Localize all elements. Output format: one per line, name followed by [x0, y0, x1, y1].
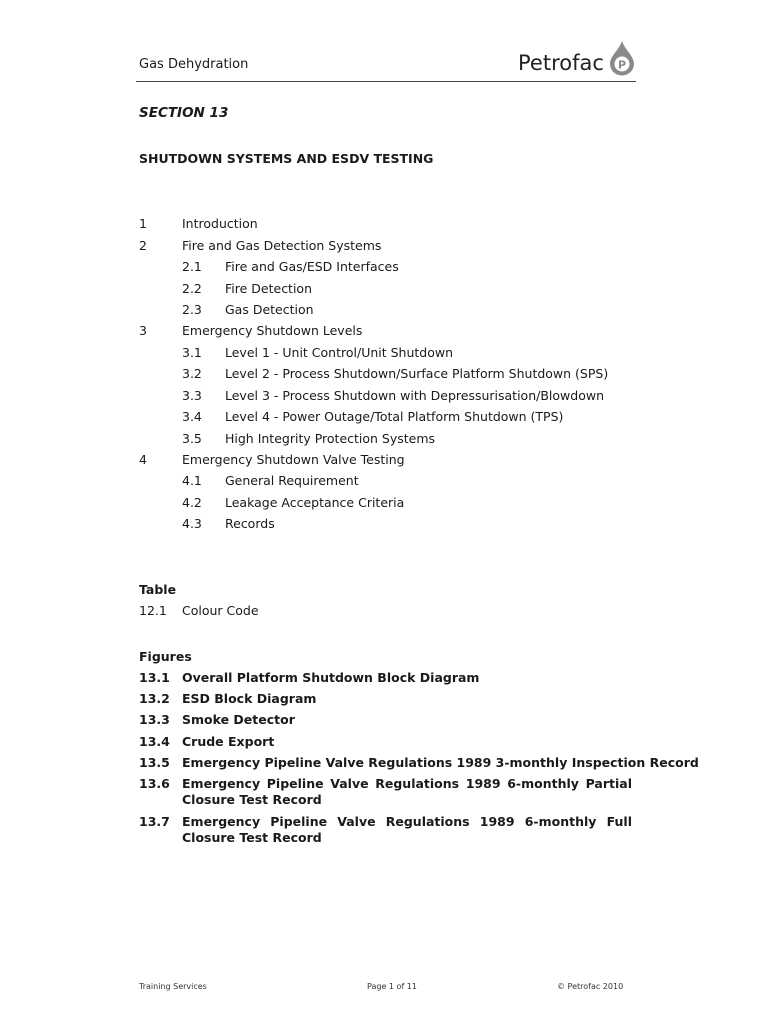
toc-number: 4: [139, 452, 147, 467]
figure-number: 13.3: [139, 712, 170, 727]
toc-number: 3.2: [182, 366, 202, 381]
toc-text: High Integrity Protection Systems: [225, 431, 436, 446]
toc-number: 4.3: [182, 516, 202, 531]
toc-text: Leakage Acceptance Criteria: [225, 495, 405, 510]
figure-caption: Emergency Pipeline Valve Regulations 1989 6-monthly Partial Closure Test Record: [182, 776, 632, 807]
logo-letter: P: [617, 58, 627, 72]
table-number: 12.1: [139, 603, 167, 618]
toc-text: Records: [225, 516, 275, 531]
toc-text: Level 1 - Unit Control/Unit Shutdown: [225, 345, 454, 360]
figure-number: 13.2: [139, 691, 170, 706]
toc-number: 3.3: [182, 388, 202, 403]
toc-number: 3.5: [182, 431, 202, 446]
toc-text: Level 3 - Process Shutdown with Depressurisation/Blowdown: [225, 388, 604, 403]
toc-number: 3.4: [182, 409, 202, 424]
figures-heading: Figures: [139, 649, 192, 664]
toc-text: Fire Detection: [225, 281, 313, 296]
document-title: Gas Dehydration: [139, 57, 249, 72]
figure-caption: Emergency Pipeline Valve Regulations 1989 6-monthly Full Closure Test Record: [182, 814, 632, 845]
figure-caption: Emergency Pipeline Valve Regulations 1989 3-monthly Inspection Record: [182, 755, 699, 770]
toc-text: Level 2 - Process Shutdown/Surface Platform Shutdown (SPS): [225, 366, 609, 381]
toc-number: 1: [139, 216, 147, 231]
toc-number: 4.1: [182, 473, 202, 488]
toc-text: Fire and Gas/ESD Interfaces: [225, 259, 399, 274]
toc-text: Emergency Shutdown Valve Testing: [182, 452, 405, 467]
brand-name: Petrofac: [518, 51, 604, 75]
figure-caption: Crude Export: [182, 734, 275, 749]
figure-number: 13.6: [139, 776, 170, 791]
figure-number: 13.4: [139, 734, 170, 749]
footer-department: Training Services: [139, 982, 207, 991]
figure-number: 13.7: [139, 814, 170, 829]
figure-number: 13.1: [139, 670, 170, 685]
tables-heading: Table: [139, 582, 177, 597]
toc-text: Introduction: [182, 216, 258, 231]
petrofac-drop-logo-icon: [608, 40, 636, 76]
toc-text: General Requirement: [225, 473, 359, 488]
toc-number: 3: [139, 323, 147, 338]
figure-caption: ESD Block Diagram: [182, 691, 317, 706]
toc-text: Emergency Shutdown Levels: [182, 323, 363, 338]
footer-page-number: Page 1 of 11: [367, 982, 417, 991]
toc-number: 2: [139, 238, 147, 253]
figure-number: 13.5: [139, 755, 170, 770]
figure-caption: Overall Platform Shutdown Block Diagram: [182, 670, 480, 685]
section-title: SHUTDOWN SYSTEMS AND ESDV TESTING: [139, 151, 434, 166]
toc-number: 2.3: [182, 302, 202, 317]
toc-number: 2.2: [182, 281, 202, 296]
toc-text: Fire and Gas Detection Systems: [182, 238, 382, 253]
toc-number: 3.1: [182, 345, 202, 360]
table-caption: Colour Code: [182, 603, 259, 618]
section-label: SECTION 13: [139, 105, 229, 121]
header-divider: [136, 81, 636, 82]
figure-caption: Smoke Detector: [182, 712, 295, 727]
toc-number: 4.2: [182, 495, 202, 510]
toc-text: Gas Detection: [225, 302, 314, 317]
toc-text: Level 4 - Power Outage/Total Platform Shutdown (TPS): [225, 409, 564, 424]
toc-number: 2.1: [182, 259, 202, 274]
footer-copyright: © Petrofac 2010: [557, 982, 624, 991]
